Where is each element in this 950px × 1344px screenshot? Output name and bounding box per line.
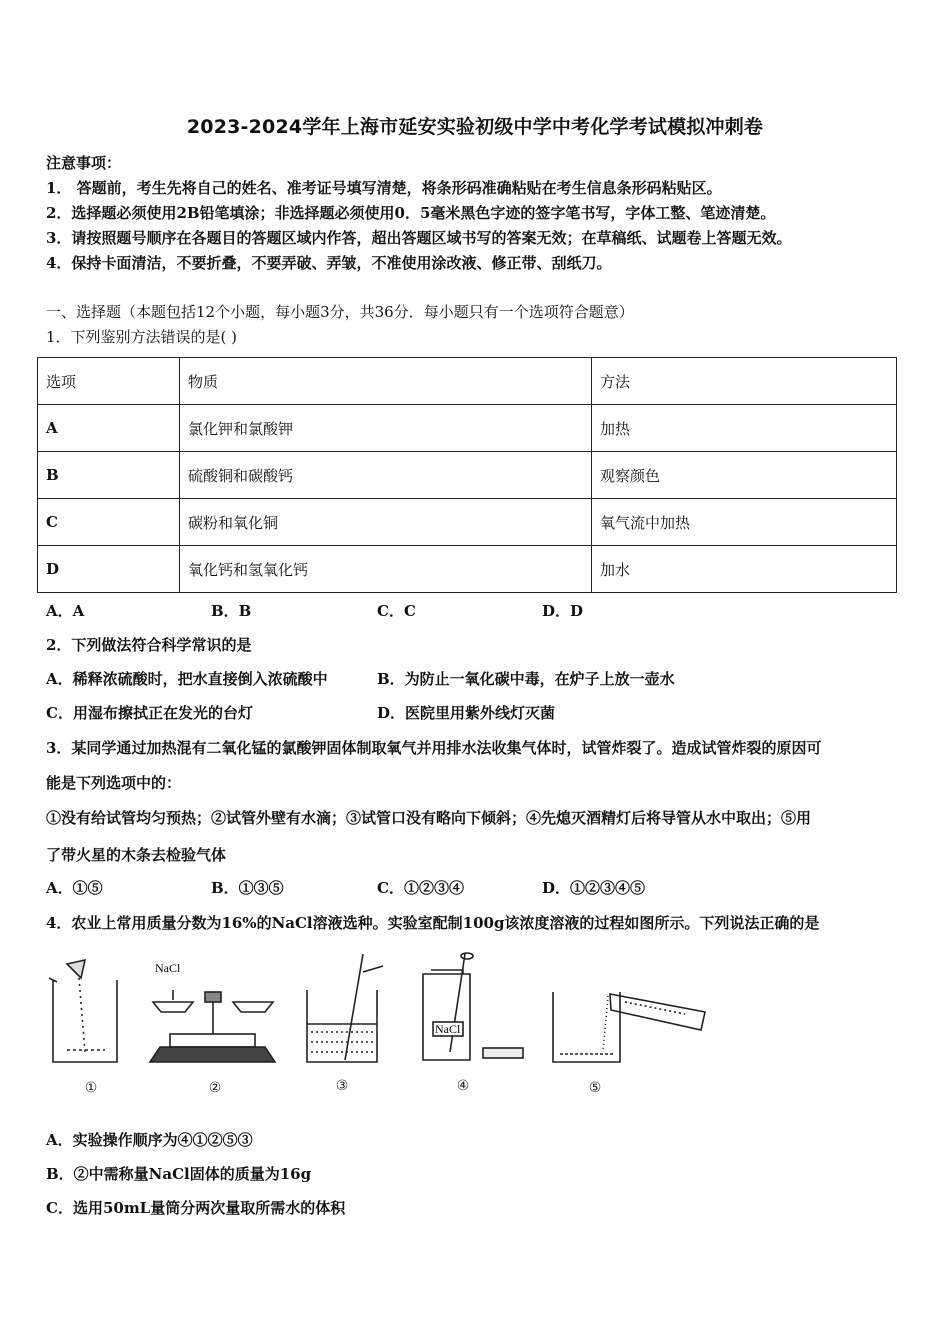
notice-heading: 注意事项： [46, 154, 122, 172]
figure-label: ① [84, 1080, 98, 1096]
table-row [38, 546, 897, 593]
q2-option-d: D．医院里用紫外线灯灭菌 [377, 704, 556, 722]
table-row [38, 405, 897, 452]
q3-stem-cont: 能是下列选项中的： [46, 774, 182, 792]
table-cell: 氯化钾和氯酸钾 [180, 405, 592, 452]
table-cell: 氧化钙和氢氧化钙 [180, 546, 592, 593]
table-row [38, 452, 897, 499]
notice-item: 2．选择题必须使用2B铅笔填涂；非选择题必须使用0．5毫米黑色字迹的签字笔书写，字体工整、笔迹清楚。 [46, 204, 776, 222]
q1-stem: 1．下列鉴别方法错误的是( ) [46, 328, 238, 346]
table-cell: C [38, 499, 180, 546]
step2-balance-icon [150, 990, 275, 1062]
q4-figure [45, 952, 715, 1097]
nacl-bottle-label: NaCl [435, 1022, 461, 1036]
notice-item: 3．请按照题号顺序在各题目的答题区域内作答，超出答题区域书写的答案无效；在草稿纸、试题卷上答题无效。 [46, 229, 792, 247]
figure-label: ② [208, 1080, 222, 1096]
q4-option-a: A．实验操作顺序为④①②⑤③ [46, 1131, 253, 1149]
step5-pour-icon [553, 992, 705, 1062]
step4-bottle-icon [423, 953, 523, 1060]
figure-label: ④ [456, 1078, 470, 1094]
table-cell: A [38, 405, 180, 452]
page-title: 2023-2024学年上海市延安实验初级中学中考化学考试模拟冲刺卷 [186, 116, 764, 138]
step1-beaker-icon [49, 960, 117, 1062]
q2-option-c: C．用湿布擦拭正在发光的台灯 [46, 704, 253, 722]
q3-option-b: B．①③⑤ [211, 879, 284, 897]
step3-beaker-icon [307, 954, 383, 1062]
table-cell: 氧气流中加热 [592, 499, 897, 546]
table-cell: 观察颜色 [592, 452, 897, 499]
table-cell: 硫酸铜和碳酸钙 [180, 452, 592, 499]
q3-stem: 3．某同学通过加热混有二氧化锰的氯酸钾固体制取氧气并用排水法收集气体时，试管炸裂了。造成试管炸裂的原因可 [46, 739, 822, 757]
table-cell: 碳粉和氧化铜 [180, 499, 592, 546]
figure-label: ⑤ [588, 1080, 602, 1096]
table-cell: 加热 [592, 405, 897, 452]
q4-stem: 4．农业上常用质量分数为16%的NaCl溶液选种。实验室配制100g该浓度溶液的过程如图所示。下列说法正确的是 [46, 914, 820, 932]
table-header-cell: 方法 [592, 358, 897, 405]
q1-option-b: B．B [211, 602, 252, 620]
q2-option-a: A．稀释浓硫酸时，把水直接倒入浓硫酸中 [46, 670, 328, 688]
q2-stem: 2．下列做法符合科学常识的是 [46, 636, 252, 654]
nacl-label: NaCl [155, 961, 181, 975]
q2-option-b: B．为防止一氧化碳中毒，在炉子上放一壶水 [377, 670, 675, 688]
q3-option-c: C．①②③④ [377, 879, 464, 897]
q4-option-c: C．选用50mL量筒分两次量取所需水的体积 [46, 1199, 346, 1217]
notice-item: 4．保持卡面清洁，不要折叠，不要弄破、弄皱，不准使用涂改液、修正带、刮纸刀。 [46, 254, 612, 272]
q1-option-d: D．D [542, 602, 584, 620]
q4-option-b: B．②中需称量NaCl固体的质量为16g [46, 1165, 312, 1183]
q1-table [37, 357, 897, 593]
figure-label: ③ [335, 1078, 349, 1094]
table-cell: 加水 [592, 546, 897, 593]
table-cell: D [38, 546, 180, 593]
table-header-cell: 物质 [180, 358, 592, 405]
q3-detail: ①没有给试管均匀预热；②试管外壁有水滴；③试管口没有略向下倾斜；④先熄灭酒精灯后将导管从水中取出；⑤用 [46, 809, 812, 827]
q3-detail-cont: 了带火星的木条去检验气体 [46, 846, 227, 864]
q1-option-c: C．C [377, 602, 416, 620]
notice-item: 1． 答题前，考生先将自己的姓名、准考证号填写清楚，将条形码准确粘贴在考生信息条形码粘贴区。 [46, 179, 722, 197]
table-cell: B [38, 452, 180, 499]
q3-option-a: A．①⑤ [46, 879, 103, 897]
q1-option-a: A．A [46, 602, 85, 620]
table-header-cell: 选项 [38, 358, 180, 405]
section-heading: 一、选择题（本题包括12个小题，每小题3分，共36分．每小题只有一个选项符合题意） [46, 303, 634, 321]
table-header-row [38, 358, 897, 405]
q3-option-d: D．①②③④⑤ [542, 879, 646, 897]
table-row [38, 499, 897, 546]
